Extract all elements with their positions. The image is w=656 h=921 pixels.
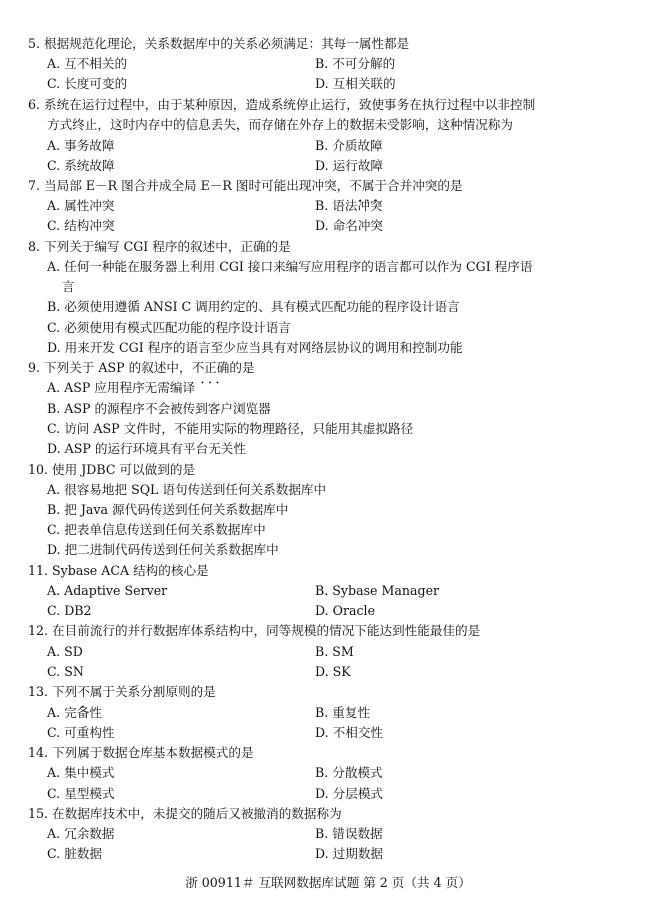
question-6-option-b: B. 介质故障	[315, 138, 383, 153]
question-13-option-b: B. 重复性	[315, 705, 371, 720]
question-13-emphasis: 不	[77, 684, 90, 699]
question-5-stem: 5. 根据规范化理论，关系数据库中的关系必须满足：其每一属性都是	[28, 36, 410, 51]
question-10-option-a: A. 很容易地把 SQL 语句传送到任何关系数据库中	[47, 482, 327, 497]
question-9-option-c: C. 访问 ASP 文件时，不能用实际的物理路径，只能用其虚拟路径	[47, 421, 414, 436]
question-15-option-d: D. 过期数据	[315, 846, 384, 861]
question-15-option-b: B. 错误数据	[315, 826, 383, 841]
question-13-stem-tail: 属于关系分割原则的是	[89, 684, 216, 699]
question-11-option-d: D. Oracle	[315, 603, 376, 618]
question-6-stem-continued: 方式终止，这时内存中的信息丢失，而存储在外存上的数据未受影响，这种情况称为	[47, 117, 513, 132]
question-15-option-c: C. 脏数据	[47, 846, 102, 861]
question-9-option-d: D. ASP 的运行环境具有平台无关性	[47, 441, 246, 456]
question-9-stem-tail: 的是	[229, 360, 255, 375]
question-15-stem: 15. 在数据库技术中，未提交的随后又被撤消的数据称为	[28, 806, 342, 821]
question-12-option-b: B. SM	[315, 644, 354, 659]
question-13-option-a: A. 完备性	[47, 705, 102, 720]
question-10-stem: 10. 使用 JDBC 可以做到的是	[28, 462, 196, 477]
question-12-option-d: D. SK	[315, 664, 351, 679]
question-13-stem-lead: 13. 下列	[28, 684, 78, 699]
question-5-option-d: D. 互相关联的	[315, 76, 396, 91]
question-7-stem	[28, 176, 463, 196]
question-11-option-c: C. DB2	[47, 603, 92, 618]
question-10-option-d: D. 把二进制代码传送到任何关系数据库中	[47, 542, 279, 557]
question-5-option-c: C. 长度可变的	[47, 76, 128, 91]
question-8-option-a-continued: 言	[62, 279, 75, 294]
page-footer: 浙 00911＃ 互联网数据库试题 第 2 页（共 4 页）	[185, 875, 471, 890]
question-6-stem: 6. 系统在运行过程中，由于某种原因，造成系统停止运行，致使事务在执行过程中以非控制	[28, 97, 536, 112]
question-7-stem-lead: 7. 当局部 E－R 图合并成全局 E－R 图时可能出现冲突，	[28, 178, 350, 193]
question-11-option-b: B. Sybase Manager	[315, 583, 440, 598]
question-7-option-b: B. 语法冲突	[315, 198, 383, 213]
question-7-emphasis: 不属于 • • •	[349, 178, 387, 193]
question-6-option-d: D. 运行故障	[315, 158, 384, 173]
question-12-option-a: A. SD	[47, 644, 83, 659]
question-6-option-c: C. 系统故障	[47, 158, 115, 173]
question-14-option-d: D. 分层模式	[315, 786, 384, 801]
question-9-option-b: B. ASP 的源程序不会被传到客户浏览器	[47, 401, 271, 416]
question-9-emphasis: 不正确 • • •	[192, 360, 230, 375]
question-14-option-c: C. 星型模式	[47, 786, 115, 801]
question-7-option-c: C. 结构冲突	[47, 218, 115, 233]
question-6-option-a: A. 事务故障	[47, 138, 115, 153]
question-8-option-b: B. 必须使用遵循 ANSI C 调用约定的、具有模式匹配功能的程序设计语言	[47, 299, 460, 314]
question-7-stem-tail: 合并冲突的是	[387, 178, 463, 193]
question-12-option-c: C. SN	[47, 664, 84, 679]
question-11-option-a: A. Adaptive Server	[47, 583, 168, 598]
question-7-option-a: A. 属性冲突	[47, 198, 115, 213]
question-9-stem	[28, 358, 255, 378]
question-9-option-a: A. ASP 应用程序无需编译	[47, 380, 196, 395]
question-13-option-c: C. 可重构性	[47, 725, 115, 740]
question-10-option-b: B. 把 Java 源代码传送到任何关系数据库中	[47, 502, 289, 517]
question-8-stem: 8. 下列关于编写 CGI 程序的叙述中，正确的是	[28, 239, 291, 254]
question-8-option-a: A. 任何一种能在服务器上利用 CGI 接口来编写应用程序的语言都可以作为 CGI 程序语	[47, 259, 533, 274]
question-8-option-c: C. 必须使用有模式匹配功能的程序设计语言	[47, 320, 291, 335]
question-5-option-a: A. 互不相关的	[47, 56, 128, 71]
question-5-option-b: B. 不可分解的	[315, 56, 396, 71]
question-12-stem: 12. 在目前流行的并行数据库体系结构中，同等规模的情况下能达到性能最佳的是	[28, 623, 481, 638]
question-9-stem-lead: 9. 下列关于 ASP 的叙述中，	[28, 360, 192, 375]
question-14-option-a: A. 集中模式	[47, 765, 115, 780]
question-10-option-c: C. 把表单信息传送到任何关系数据库中	[47, 522, 266, 537]
question-15-option-a: A. 冗余数据	[47, 826, 115, 841]
question-13-option-d: D. 不相交性	[315, 725, 384, 740]
question-14-stem: 14. 下列属于数据仓库基本数据模式的是	[28, 745, 254, 760]
question-7-option-d: D. 命名冲突	[315, 218, 384, 233]
question-13-stem	[28, 682, 216, 702]
question-8-option-d: D. 用来开发 CGI 程序的语言至少应当具有对网络层协议的调用和控制功能	[47, 340, 463, 355]
question-11-stem: 11. Sybase ACA 结构的核心是	[28, 563, 209, 578]
question-14-option-b: B. 分散模式	[315, 765, 383, 780]
